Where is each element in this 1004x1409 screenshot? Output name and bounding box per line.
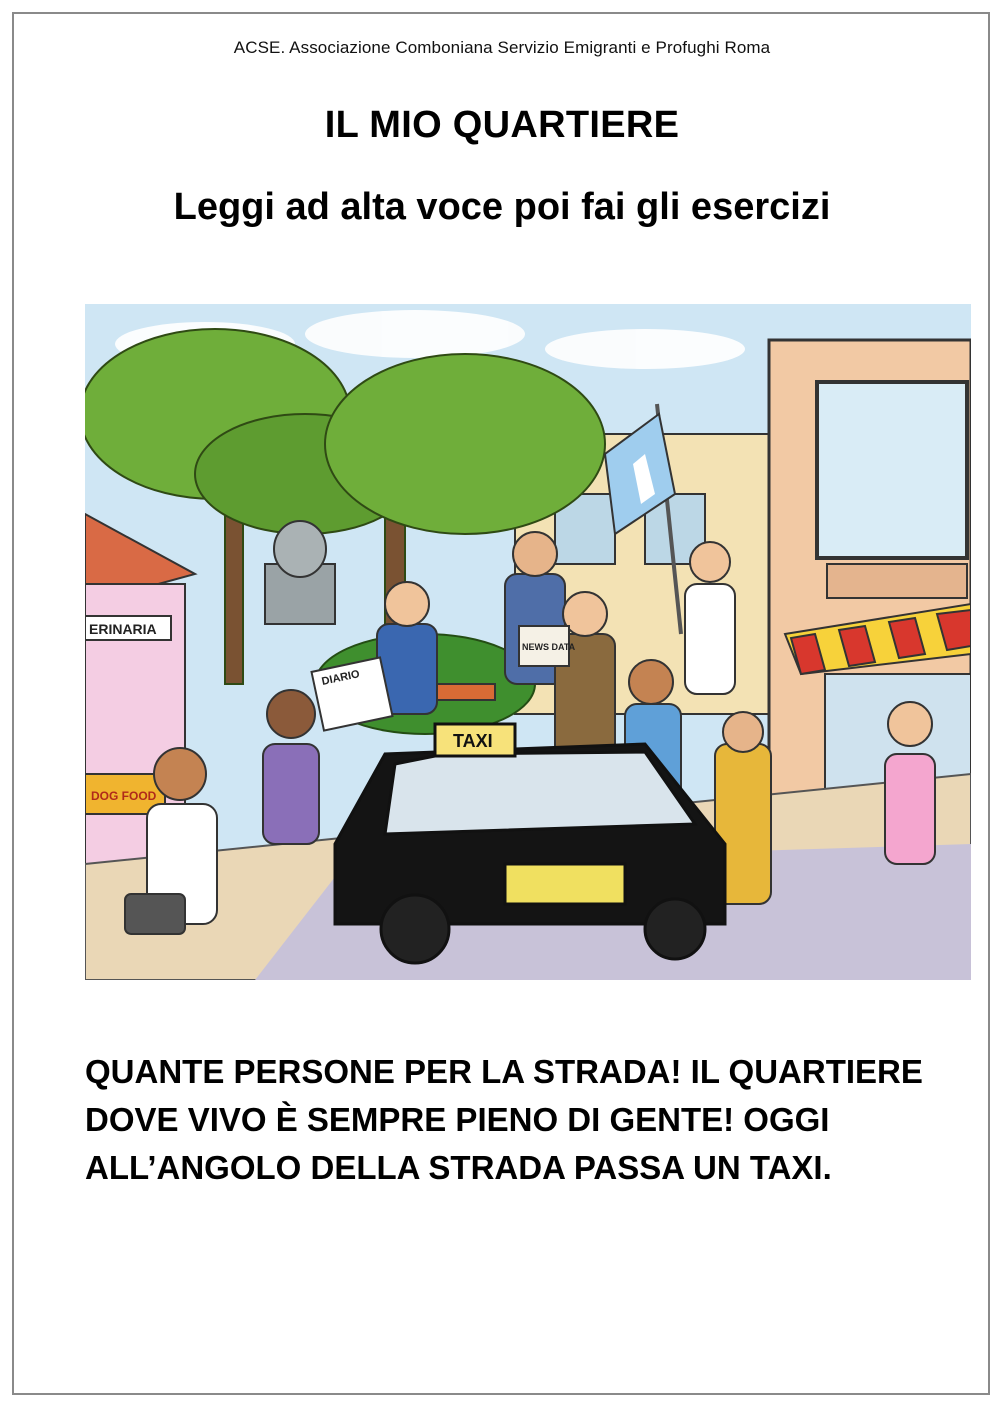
newspaper-text: DIARIO	[320, 668, 361, 688]
paragraph-line-1: QUANTE PERSONE PER LA STRADA! IL QUARTIERE	[85, 1053, 923, 1090]
page-title: IL MIO QUARTIERE	[324, 104, 680, 146]
paragraph-line-2: DOVE VIVO È SEMPRE PIENO DI GENTE! OGGI	[85, 1101, 830, 1138]
vet-sign-text: ERINARIA	[89, 621, 157, 637]
organization-header: ACSE. Associazione Comboniana Servizio Emigranti e Profughi Roma	[233, 38, 771, 57]
dog-food-text: DOG FOOD	[91, 789, 157, 803]
neighborhood-illustration	[85, 304, 971, 980]
reading-paragraph	[85, 1048, 945, 1192]
page-subtitle: Leggi ad alta voce poi fai gli esercizi	[173, 186, 831, 228]
news-board-text: NEWS DATA	[522, 642, 576, 652]
taxi-sign-text: TAXI	[453, 731, 493, 751]
paragraph-line-3: ALL’ANGOLO DELLA STRADA PASSA UN TAXI.	[85, 1149, 832, 1186]
